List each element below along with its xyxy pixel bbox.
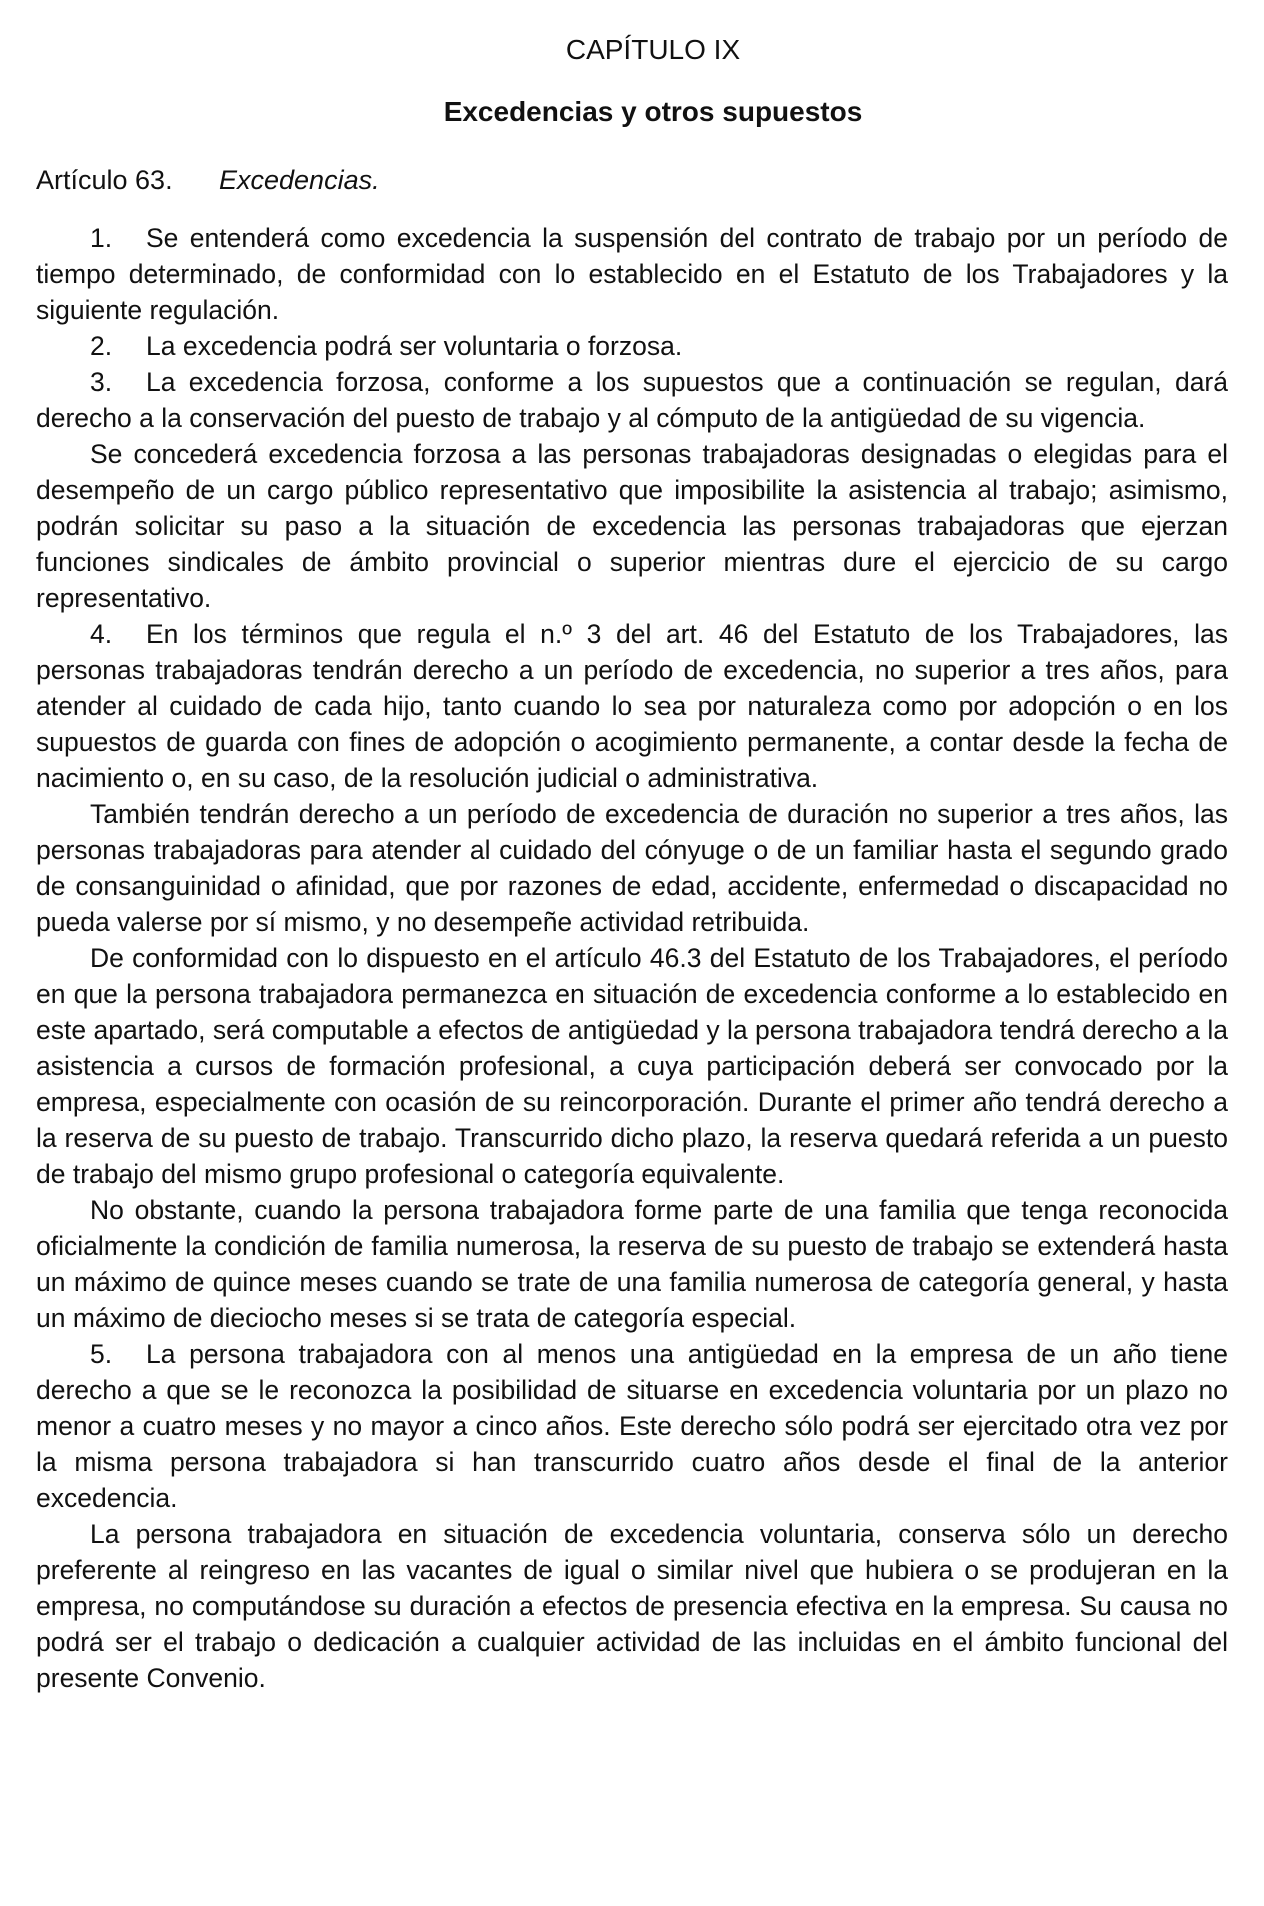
paragraph	[36, 616, 1228, 796]
paragraph-number: 4.	[90, 619, 113, 649]
paragraph	[36, 436, 1228, 616]
paragraph	[36, 796, 1228, 940]
paragraph	[36, 220, 1228, 328]
paragraph-text: La excedencia podrá ser voluntaria o forzosa.	[146, 331, 683, 361]
paragraph-text: La persona trabajadora en situación de excedencia voluntaria, conserva sólo un derecho preferente al reingreso en las vacantes de igual o similar nivel que hubiera o se produjeran en la empresa, no computándose su duración a efectos de presencia efectiva en la empresa. Su causa no podrá ser el trabajo o dedicación a cualquier actividad de las incluidas en el ámbito funcional del presente Convenio.	[36, 1519, 1228, 1693]
article-number: Artículo 63.	[36, 165, 173, 195]
paragraph-number: 3.	[90, 367, 113, 397]
paragraph	[36, 1336, 1228, 1516]
paragraph-text: Se concederá excedencia forzosa a las personas trabajadoras designadas o elegidas para el desempeño de un cargo público representativo que imposibilite la asistencia al trabajo; asimismo, podrán solicitar su paso a la situación de excedencia las personas trabajadoras que ejerzan funciones sindicales de ámbito provincial o superior mientras dure el ejercicio de su cargo representativo.	[36, 439, 1228, 613]
article-name: Excedencias.	[219, 165, 380, 195]
paragraph-number: 1.	[90, 223, 113, 253]
section-title: Excedencias y otros supuestos	[443, 96, 863, 127]
paragraph	[36, 364, 1228, 436]
article-body	[36, 220, 1228, 1696]
paragraph	[36, 940, 1228, 1192]
chapter-heading: CAPÍTULO IX	[565, 34, 741, 65]
article-heading	[36, 162, 1228, 198]
paragraph-text: En los términos que regula el n.º 3 del art. 46 del Estatuto de los Trabajadores, las personas trabajadoras tendrán derecho a un período de excedencia, no superior a tres años, para atender al cuidado de cada hijo, tanto cuando lo sea por naturaleza como por adopción o en los supuestos de guarda con fines de adopción o acogimiento permanente, a contar desde la fecha de nacimiento o, en su caso, de la resolución judicial o administrativa.	[36, 619, 1228, 793]
paragraph	[36, 1192, 1228, 1336]
paragraph-text: También tendrán derecho a un período de excedencia de duración no superior a tres años, las personas trabajadoras para atender al cuidado del cónyuge o de un familiar hasta el segundo grado de consanguinidad o afinidad, que por razones de edad, accidente, enfermedad o discapacidad no pueda valerse por sí mismo, y no desempeñe actividad retribuida.	[36, 799, 1228, 937]
paragraph-text: No obstante, cuando la persona trabajadora forme parte de una familia que tenga reconocida oficialmente la condición de familia numerosa, la reserva de su puesto de trabajo se extenderá hasta un máximo de quince meses cuando se trate de una familia numerosa de categoría general, y hasta un máximo de dieciocho meses si se trata de categoría especial.	[36, 1195, 1228, 1333]
paragraph-text: La excedencia forzosa, conforme a los supuestos que a continuación se regulan, dará derecho a la conservación del puesto de trabajo y al cómputo de la antigüedad de su vigencia.	[36, 367, 1228, 433]
paragraph-text: De conformidad con lo dispuesto en el artículo 46.3 del Estatuto de los Trabajadores, el período en que la persona trabajadora permanezca en situación de excedencia conforme a lo establecido en este apartado, será computable a efectos de antigüedad y la persona trabajadora tendrá derecho a la asistencia a cursos de formación profesional, a cuya participación deberá ser convocado por la empresa, especialmente con ocasión de su reincorporación. Durante el primer año tendrá derecho a la reserva de su puesto de trabajo. Transcurrido dicho plazo, la reserva quedará referida a un puesto de trabajo del mismo grupo profesional o categoría equivalente.	[36, 943, 1228, 1189]
paragraph-number: 5.	[90, 1339, 113, 1369]
paragraph-text: Se entenderá como excedencia la suspensión del contrato de trabajo por un período de tiempo determinado, de conformidad con lo establecido en el Estatuto de los Trabajadores y la siguiente regulación.	[36, 223, 1228, 325]
paragraph-number: 2.	[90, 331, 113, 361]
paragraph-text: La persona trabajadora con al menos una antigüedad en la empresa de un año tiene derecho a que se le reconozca la posibilidad de situarse en excedencia voluntaria por un plazo no menor a cuatro meses y no mayor a cinco años. Este derecho sólo podrá ser ejercitado otra vez por la misma persona trabajadora si han transcurrido cuatro años desde el final de la anterior excedencia.	[36, 1339, 1228, 1513]
paragraph	[36, 1516, 1228, 1696]
paragraph	[36, 328, 1228, 364]
